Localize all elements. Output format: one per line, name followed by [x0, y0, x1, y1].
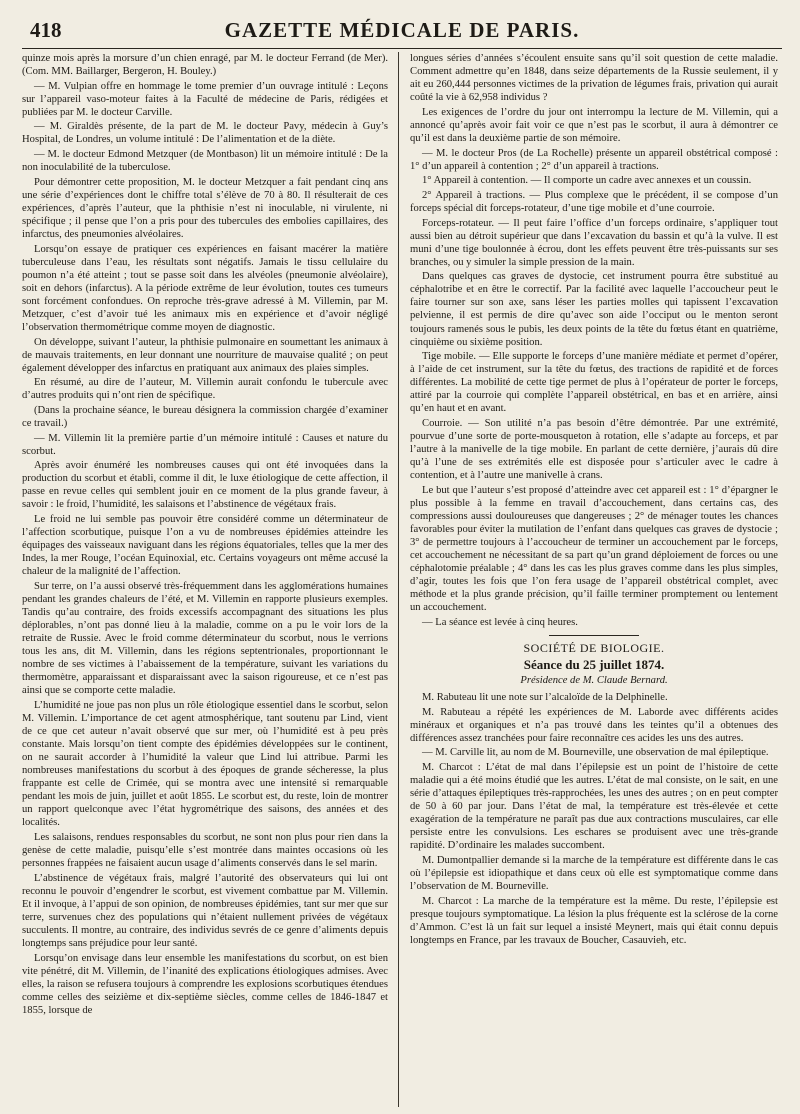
- paragraph: — M. Giraldès présente, de la part de M. le docteur Pavy, médecin à Guy’s Hospital, de Londres, un volume intitulé : De l’alimentation et de la diète.: [22, 121, 388, 146]
- paragraph: Les exigences de l’ordre du jour ont interrompu la lecture de M. Villemin, qui a annoncé qu’après avoir fait voir ce que n’est pas le scorbut, il aura à démontrer ce qu’il est dans la deuxième partie de son mémoire.: [410, 106, 778, 144]
- paragraph: Les salaisons, rendues responsables du scorbut, ne sont non plus pour rien dans la genèse de cette maladie, puisqu’elle s’est montrée dans maintes occasions où les personnes frappées ne faisaient aucun usage d’aliments conservés dans le sel marin.: [22, 832, 388, 870]
- paragraph: Le froid ne lui semble pas pouvoir être considéré comme un déterminateur de l’affection scorbutique, puisque l’on a vu de nombreuses épidémies atteindre les équipages des vaisseaux naviguant dans les régions équatoriales, telles que la mer des Indes, la mer Rouge, l’océan Equinoxial, etc. Certains voyageurs ont même accusé la chaleur de la malignité de l’affection.: [22, 514, 388, 578]
- paragraph: (Dans la prochaine séance, le bureau désignera la commission chargée d’examiner ce travail.): [22, 404, 388, 430]
- paragraph: On développe, suivant l’auteur, la phthisie pulmonaire en soumettant les animaux à de mauvais traitements, en leur donnant une nourriture de mauvaise qualité ; on peut également développer des infarctus en pratiquant aux animaux des plaies simples.: [22, 336, 388, 374]
- paragraph: M. Rabuteau lit une note sur l’alcaloïde de la Delphinelle.: [422, 692, 668, 704]
- paragraph: longues séries d’années s’écoulent ensuite sans qu’il soit question de cette maladie. Comment admettre qu’en 1848, dans seize départements de la Russie seulement, il y ait eu 260,444 personnes victimes de la privation de légumes frais, privation qui aurait coûté la vie à 62,958 individus ?: [410, 53, 778, 104]
- left-column: [22, 52, 388, 1107]
- paragraph: Courroie. — Son utilité n’a pas besoin d’être démontrée. Par une extrémité, pourvue d’une sorte de porte-mousqueton à rotation, elle s’adapte au forceps, et par l’autre à la manivelle de la tige mobile. En parlant de cette dernière, j’aurais dû dire qu’à l’une de ses extrémités elle est disposée pour s’articuler avec le cadre à contention, et à l’autre une manivelle à crans.: [410, 418, 778, 482]
- paragraph: Forceps-rotateur. — Il peut faire l’office d’un forceps ordinaire, s’appliquer tout aussi bien au détroit supérieur que dans l’excavation du bassin et qu’à la vulve. Il est muni d’une tige boulonnée à écrou, dont les effets peuvent être très-puissants sur ses branches, ou y simuler la simple pression de la main.: [410, 217, 778, 268]
- paragraph: M. Charcot : La marche de la température est la même. Du reste, l’épilepsie est presque toujours symptomatique. La lésion la plus fréquente est la sclérose de la corne d’Ammon. C’est là un fait sur lequel a insisté Meynert, mais qui était connu depuis longtemps en France, par les travaux de Boucher, Casauvieh, etc.: [410, 895, 778, 946]
- page-header: [22, 8, 782, 49]
- paragraph: — M. le docteur Pros (de La Rochelle) présente un appareil obstétrical composé : 1° d’un appareil à contention ; 2° d’un appareil à tractions.: [410, 147, 778, 172]
- paragraph: En résumé, au dire de l’auteur, M. Villemin aurait confondu le tubercule avec d’autres produits qui n’ont rien de spécifique.: [22, 377, 388, 402]
- paragraph: 2° Appareil à tractions. — Plus complexe que le précédent, il se compose d’un forceps spécial dit forceps-rotateur, d’une tige mobile et d’une courroie.: [410, 189, 778, 214]
- paragraph: L’abstinence de végétaux frais, malgré l’autorité des observateurs qui lui ont reconnu le pouvoir d’engendrer le scorbut, est vivement combattue par M. Villemin. Et il invoque, à l’appui de son opinion, de nombreuses épidémies, tant sur mer que sur terre, survenues chez des populations qui n’étaient nullement privées de végétaux succulents. Il montre, au contraire, des individus sevrés de ce genre d’aliments depuis longtemps sans préjudice pour leur santé.: [22, 872, 388, 949]
- paragraph: — M. le docteur Edmond Metzquer (de Montbason) lit un mémoire intitulé : De la non inoculabilité de la tuberculose.: [22, 149, 388, 174]
- paragraph: Lorsqu’on essaye de pratiquer ces expériences en faisant macérer la matière tuberculeuse dans l’eau, les résultats sont négatifs. Jamais le tissu cellulaire du poumon n’a été atteint ; tout se passe soit dans les alvéoles (pneumonie alvéolaire), soit en dehors (infarctus). A la période extrême de leur évolution, toutes ces tumeurs sont forcément confondues. On reproche très-grave adressé à M. Villemin, par M. Metzquer, c’est d’avoir tué les animaux mis en expérience et d’avoir négligé l’observation thermométrique comme moyen de diagnostic.: [22, 243, 388, 333]
- paragraph: L’humidité ne joue pas non plus un rôle étiologique essentiel dans le scorbut, selon M. Villemin. L’importance de cet agent atmosphérique, tant soutenu par Lind, vient de ce que cet auteur n’avait observé que sur mer, où l’humidité est à peu près constante. Mais lorsqu’on tient compte des épidémies développées sur le continent, on ne saurait accorder à l’humidité la valeur que Lind lui attribue. Parmi les nombreuses manifestations du scorbut à des époques de grande sécheresse, la plus frappante est celle de Crimée, qui se montra avec une intensité si remarquable pendant les mois de juin, juillet et août 1855. Le scorbut est, du reste, loin de montrer un rapport quelconque avec l’état hygrométrique des saisons, des années et des localités.: [22, 699, 388, 829]
- right-column: [410, 52, 778, 1107]
- paragraph: Sur terre, on l’a aussi observé très-fréquemment dans les agglomérations humaines pendant les grandes chaleurs de l’été, et M. Villemin en rapporte plusieurs exemples. Tandis qu’au contraire, des froids excessifs accompagnant des situations les plus déplorables, n’ont pas donné lieu à la maladie, comme on a pu le voir lors de la retraite de Russie. Avec le froid comme déterminateur du scorbut, nous le verrions tous les ans, dit M. Villemin, dans les régions septentrionales, proportionnant le nombre de ses victimes à l’abaissement de la température, suivant les variations du thermomètre, apparaissant et disparaissant avec la saison rigoureuse, et ce n’est pas ainsi que se comporte cette maladie.: [22, 580, 388, 697]
- session-title: Séance du 25 juillet 1874.: [523, 657, 665, 672]
- page-number: 418: [30, 18, 62, 42]
- paragraph: 1° Appareil à contention. — Il comporte un cadre avec annexes et un coussin.: [422, 175, 752, 187]
- paragraph: — M. Carville lit, au nom de M. Bourneville, une observation de mal épileptique.: [422, 747, 769, 759]
- paragraph: quinze mois après la morsure d’un chien enragé, par M. le docteur Ferrand (de Mer). (Com. MM. Baillarger, Bergeron, H. Bouley.): [22, 53, 388, 78]
- paragraph: Dans quelques cas graves de dystocie, cet instrument pourra être substitué au céphalotribe et en être le correctif. Par la facilité avec laquelle l’accoucheur peut le faire tourner sur son axe, sans léser les parties molles qui tapissent l’excavation pelvienne, il est permis de dire qu’avec son aide l’occiput ou le menton seront toujours ramenés sous le pubis, les deux points de la tête du fœtus étant en quatrième, cinquième ou sixième position.: [410, 271, 778, 348]
- paragraph: Tige mobile. — Elle supporte le forceps d’une manière médiate et permet d’opérer, à l’aide de cet instrument, sur la tête du fœtus, des tractions de rapidité et de forces différentes. La mobilité de cette tige permet de plus à l’opérateur de porter le forceps, attiré par la courroie qui complète l’appareil obstétrical, en bas et en arrière, ainsi qu’en haut et en avant.: [410, 351, 778, 415]
- column-divider: [398, 52, 399, 1107]
- running-title: GAZETTE MÉDICALE DE PARIS.: [224, 18, 580, 42]
- paragraph: M. Dumontpallier demande si la marche de la température est différente dans le cas où l’épilepsie est idiopathique et dans ceux où elle est symptomatique comme dans l’observation de M. Bourneville.: [410, 855, 778, 893]
- paragraph: Pour démontrer cette proposition, M. le docteur Metzquer a fait pendant cinq ans une série d’expériences dont le chiffre total s’élève de 70 à 80. Il résulterait de ces expériences, d’après l’auteur, que la phthisie n’est ni inoculable, ni virulente, ni spécifique ; il pense que l’on a pris pour des tubercules des embolies capillaires, des infarctus, des pneumonies alvéolaires.: [22, 176, 388, 240]
- paragraph: M. Rabuteau a répété les expériences de M. Laborde avec différents acides minéraux et organiques et n’a pas trouvé dans les teintes qu’il a obtenues des différences assez tranchées pour faire reconnaître ces acides les uns des autres.: [410, 706, 778, 744]
- paragraph: Après avoir énuméré les nombreuses causes qui ont été invoquées dans la production du scorbut et établi, comme il dit, le luxe étiologique de cette affection, il passe en revue celles qui semblent jouir en ce moment de la plus grande faveur, à savoir : le froid, l’humidité, les salaisons et l’abstinence de végétaux frais.: [22, 460, 388, 511]
- paragraph: — La séance est levée à cinq heures.: [422, 616, 578, 628]
- section-rule: [549, 635, 639, 636]
- paragraph: Le but que l’auteur s’est proposé d’atteindre avec cet appareil est : 1° d’épargner le plus possible à la femme en travail d’accouchement, dans certains cas, des compressions aussi douloureuses que dangereuses ; 2° de ménager toutes les chances favorables pour éviter la mutilation de l’enfant dans quelques cas graves de dystocie ; 3° de permettre toujours à l’accoucheur de terminer un accouchement par le forceps, cet accouchement ne nécessitant de sa part qu’un grand déploiement de forces ou une céphalotomie préalable ; 4° dans les cas les plus graves comme dans les plus simples, d’agir, toutes les fois que l’on fera usage de l’appareil obstétrical complet, avec méthode et la plus grande précision, qu’il faille terminer promptement ou lentement un accouchement.: [410, 484, 778, 614]
- paragraph: — M. Villemin lit la première partie d’un mémoire intitulé : Causes et nature du scorbut.: [22, 432, 388, 457]
- presidency-line: Présidence de M. Claude Bernard.: [520, 675, 668, 687]
- paragraph: Lorsqu’on envisage dans leur ensemble les manifestations du scorbut, on est bien vite pénétré, dit M. Villemin, de l’inanité des explications étiologiques admises. Avec elles, la raison se refusera toujours à comprendre les explosions scorbutiques étendues comme celles des seizième et dix-septième siècles, comme celles de 1846-1847 et 1855, lorsque de: [22, 952, 388, 1016]
- society-heading: SOCIÉTÉ DE BIOLOGIE.: [523, 640, 665, 655]
- paragraph: M. Charcot : L’état de mal dans l’épilepsie est un point de l’histoire de cette maladie qui a été moins étudié que les autres. L’état de mal consiste, on le sait, en une série d’attaques épileptiques très-rapprochées, les unes des autres ; on en peut compter de 50 à 60 par jour. Dans l’état de mal, la température est très-élevée et cette exagération de la température ne paraît pas due aux contractions musculaires, car elle persiste entre les convulsions. Les eschares se produisent avec une très-grande rapidité. D’ordinaire les malades succombent.: [410, 762, 778, 852]
- paragraph: — M. Vulpian offre en hommage le tome premier d’un ouvrage intitulé : Leçons sur l’appareil vaso-moteur faites à la Faculté de médecine de Paris, rédigées et publiées par M. le docteur Carville.: [22, 80, 388, 118]
